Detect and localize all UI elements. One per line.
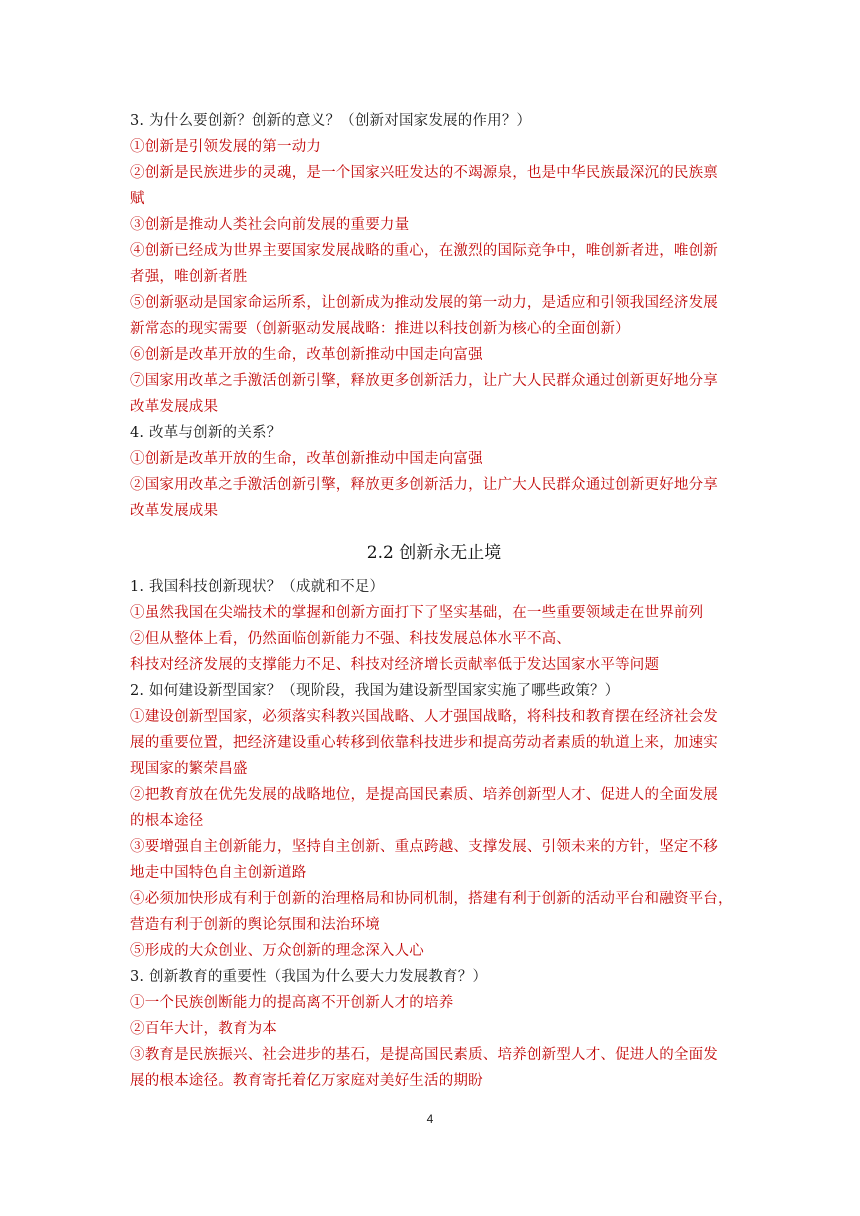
answer-line: 展的重要位置，把经济建设重心转移到依靠科技进步和提高劳动者素质的轨道上来，加速实 [130, 735, 718, 751]
answer-line: ②国家用改革之手激活创新引擎，释放更多创新活力，让广大人民群众通过创新更好地分享 [130, 477, 718, 493]
answer-line: 的根本途径 [130, 813, 204, 829]
answer-line: 赋 [130, 191, 145, 207]
answer-line: ①虽然我国在尖端技术的掌握和创新方面打下了坚实基础，在一些重要领域走在世界前列 [130, 605, 704, 621]
question-3-education-importance: 3. 创新教育的重要性（我国为什么要大力发展教育？） [130, 969, 488, 985]
question-1-tech-status: 1. 我国科技创新现状？（成就和不足） [130, 579, 385, 595]
answer-line: ①创新是引领发展的第一动力 [130, 139, 322, 155]
answer-line: ③创新是推动人类社会向前发展的重要力量 [130, 217, 410, 233]
answer-list-reform-and-innovation [130, 446, 738, 524]
answer-line: 改革发展成果 [130, 399, 219, 415]
answer-line: ③要增强自主创新能力，坚持自主创新、重点跨越、支撑发展、引领未来的方针，坚定不移 [130, 839, 718, 855]
answer-line: ②创新是民族进步的灵魂，是一个国家兴旺发达的不竭源泉，也是中华民族最深沉的民族禀 [130, 165, 718, 181]
answer-line: 现国家的繁荣昌盛 [130, 761, 248, 777]
answer-line: 新常态的现实需要（创新驱动发展战略：推进以科技创新为核心的全面创新） [130, 321, 630, 337]
answer-list-tech-status [130, 600, 738, 678]
answer-line: 营造有利于创新的舆论氛围和法治环境 [130, 917, 380, 933]
answer-line: ⑥创新是改革开放的生命，改革创新推动中国走向富强 [130, 347, 483, 363]
answer-line: ④创新已经成为世界主要国家发展战略的重心，在激烈的国际竞争中，唯创新者进，唯创新 [130, 243, 718, 259]
answer-line: 地走中国特色自主创新道路 [130, 865, 307, 881]
answer-line: 改革发展成果 [130, 503, 219, 519]
answer-line: ④必须加快形成有利于创新的治理格局和协同机制，搭建有利于创新的活动平台和融资平台， [130, 891, 733, 907]
answer-line: ⑤形成的大众创业、万众创新的理念深入人心 [130, 943, 424, 959]
question-2-build-innovative-nation: 2. 如何建设新型国家？（现阶段，我国为建设新型国家实施了哪些政策？） [130, 683, 620, 699]
answer-line: ②把教育放在优先发展的战略地位，是提高国民素质、培养创新型人才、促进人的全面发展 [130, 787, 718, 803]
answer-line: ①建设创新型国家，必须落实科教兴国战略、人才强国战略，将科技和教育摆在经济社会发 [130, 709, 718, 725]
section-heading: 2.2 创新永无止境 [366, 543, 502, 563]
answer-line: ②百年大计，教育为本 [130, 1021, 277, 1037]
answer-list-why-innovate [130, 134, 738, 420]
answer-line: ②但从整体上看，仍然面临创新能力不强、科技发展总体水平不高、 [130, 631, 571, 647]
answer-list-build-innovative-nation [130, 704, 738, 964]
question-3-why-innovate: 3. 为什么要创新？创新的意义？（创新对国家发展的作用？） [130, 113, 532, 129]
page-number: 4 [426, 1112, 434, 1126]
answer-line: ①创新是改革开放的生命，改革创新推动中国走向富强 [130, 451, 483, 467]
answer-line: 者强，唯创新者胜 [130, 269, 248, 285]
question-4-reform-and-innovation: 4. 改革与创新的关系？ [130, 425, 282, 441]
answer-line: ③教育是民族振兴、社会进步的基石，是提高国民素质、培养创新型人才、促进人的全面发 [130, 1047, 718, 1063]
answer-line: 展的根本途径。教育寄托着亿万家庭对美好生活的期盼 [130, 1073, 483, 1089]
answer-line: ⑤创新驱动是国家命运所系，让创新成为推动发展的第一动力，是适应和引领我国经济发展 [130, 295, 718, 311]
answer-line: ①一个民族创断能力的提高离不开创新人才的培养 [130, 995, 454, 1011]
answer-line: ⑦国家用改革之手激活创新引擎，释放更多创新活力，让广大人民群众通过创新更好地分享 [130, 373, 718, 389]
answer-line: 科技对经济发展的支撑能力不足、科技对经济增长贡献率低于发达国家水平等问题 [130, 657, 660, 673]
page-content [130, 108, 738, 1094]
answer-list-education-importance [130, 990, 738, 1094]
